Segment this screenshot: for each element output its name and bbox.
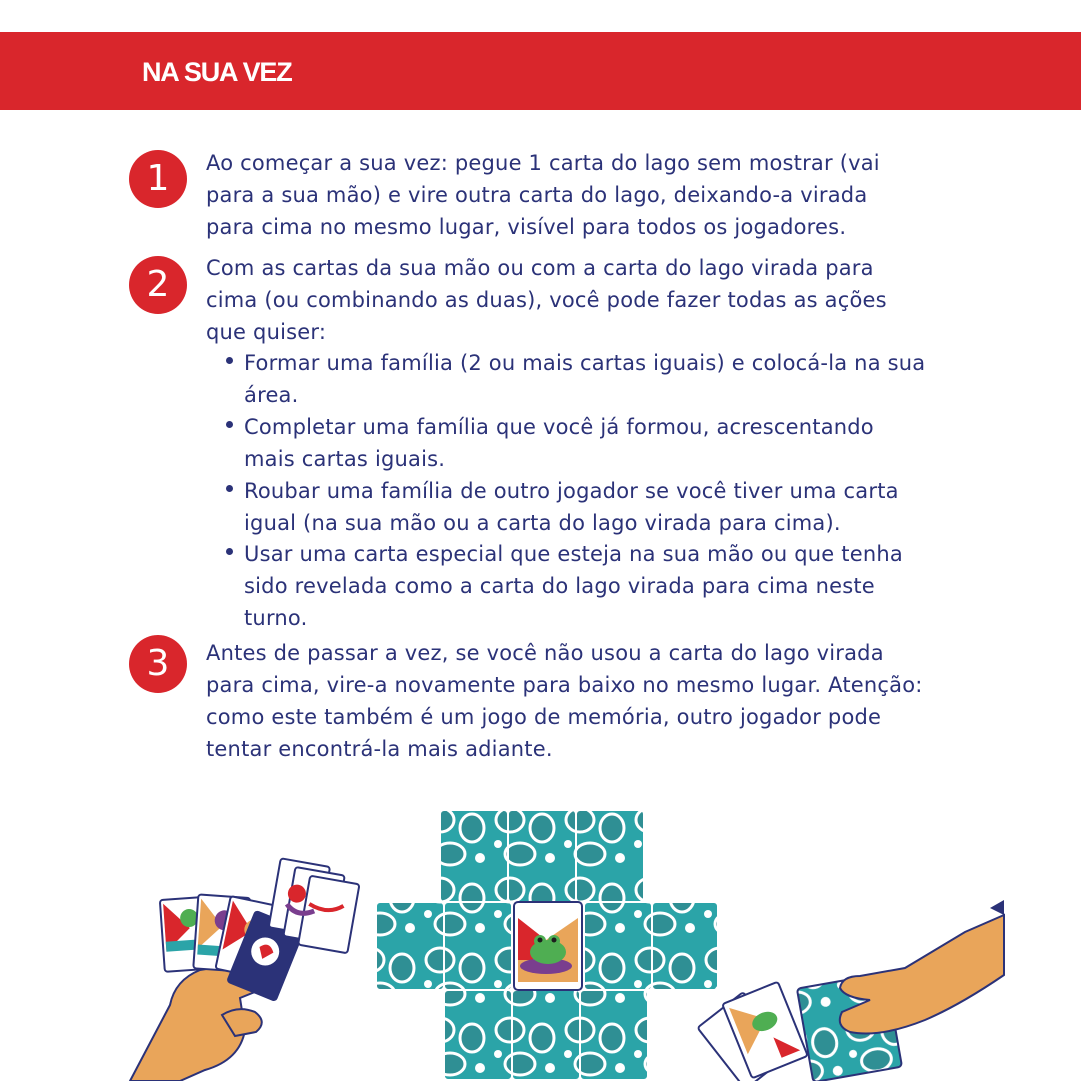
hand-left-icon: [130, 858, 362, 1081]
bullet-marker: [226, 538, 238, 550]
bullet-marker: [226, 475, 238, 487]
step-1-text: Ao começar a sua vez: pegue 1 carta do lago sem mostrar (vai para a sua mão) e vire outra carta do lago, deixando-a virada para cima no mesmo lugar, visível para todos os jogadores.: [206, 151, 880, 239]
page-title: NA SUA VEZ: [142, 57, 292, 87]
frog-card-icon: [514, 902, 582, 990]
step-2-badge: 2: [129, 256, 187, 314]
step-1-badge: 1: [129, 150, 187, 208]
bullet-marker: [226, 347, 238, 359]
step-3-text: Antes de passar a vez, se você não usou a carta do lago virada para cima, vire-a novamente para baixo no mesmo lugar. Atenção: como este também é um jogo de memória, outro jogador pode tentar encontrá-la mais adiante.: [206, 641, 923, 761]
bullet-item-1: Formar uma família (2 ou mais cartas iguais) e colocá-la na sua área.: [244, 351, 926, 407]
bullet-item-2: Completar uma família que você já formou, acrescentando mais cartas iguais.: [244, 415, 874, 471]
hand-right-icon: [797, 900, 1004, 1081]
step-3-badge: 3: [129, 635, 187, 693]
step-2-text: Com as cartas da sua mão ou com a carta do lago virada para cima (ou combinando as duas), você pode fazer todas as ações que quiser:: [206, 256, 887, 344]
game-illustration: [0, 800, 1081, 1081]
bullet-marker: [226, 411, 238, 423]
drawn-cards: [697, 982, 807, 1081]
bullet-item-4: Usar uma carta especial que esteja na sua mão ou que tenha sido revelada como a carta do lago virada para cima neste turno.: [244, 542, 903, 630]
bullet-item-3: Roubar uma família de outro jogador se você tiver uma carta igual (na sua mão ou a carta do lago virada para cima).: [244, 479, 899, 535]
